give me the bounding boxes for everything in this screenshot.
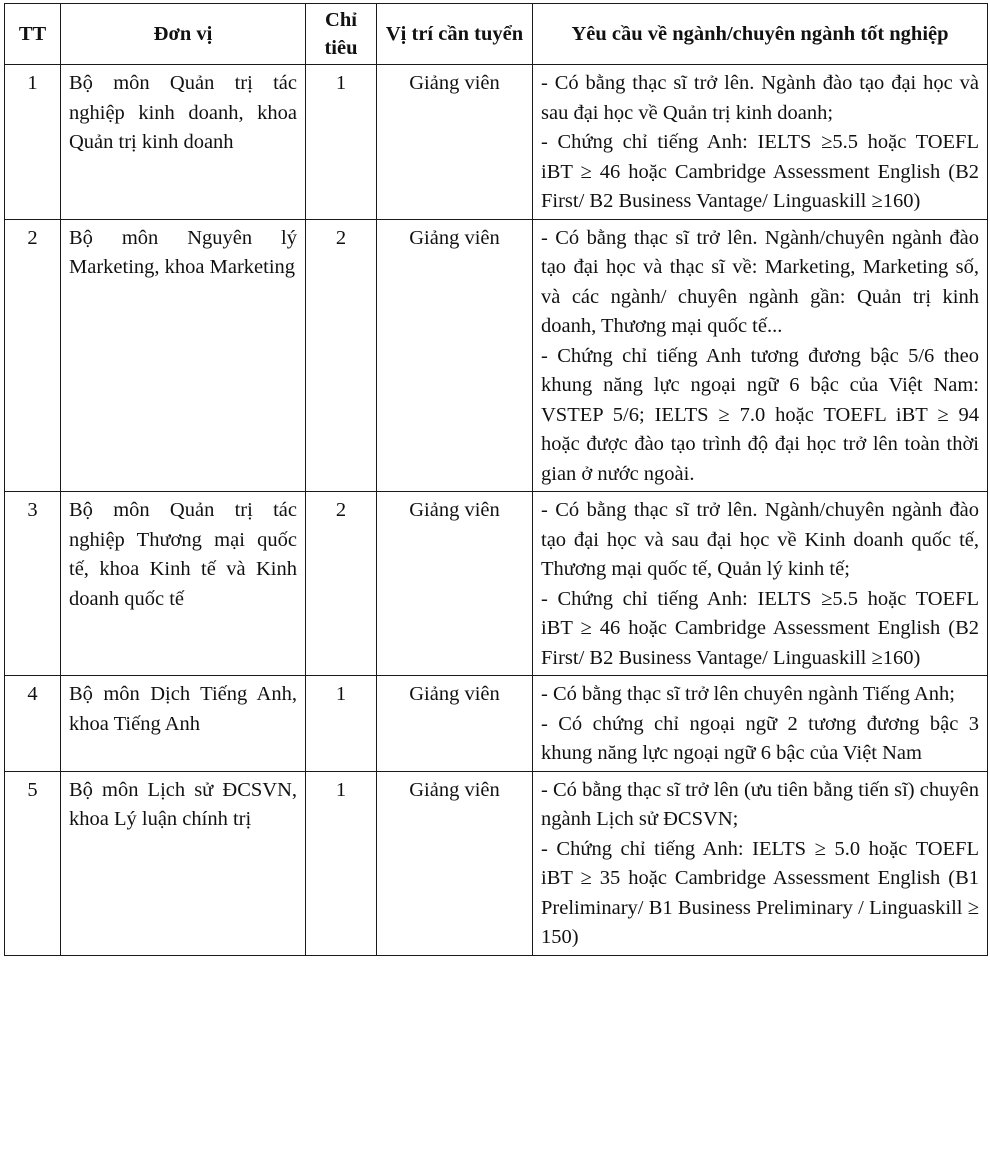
row-position: Giảng viên [377,771,533,955]
recruitment-table [4,3,988,956]
row-requirements [533,676,988,772]
row-requirements [533,219,988,492]
row-tt: 2 [5,219,61,492]
row-unit: Bộ môn Dịch Tiếng Anh, khoa Tiếng Anh [61,676,306,772]
header-tt: TT [5,4,61,65]
requirement-degree: - Có bằng thạc sĩ trở lên. Ngành đào tạo đại học và sau đại học về Quản trị kinh doanh; [541,72,979,124]
row-quota: 2 [306,492,377,676]
row-quota: 1 [306,771,377,955]
table-row [5,65,988,220]
row-position: Giảng viên [377,65,533,220]
requirement-language: - Chứng chỉ tiếng Anh: IELTS ≥5.5 hoặc TOEFL iBT ≥ 46 hoặc Cambridge Assessment English (B2 First/ B2 Business Vantage/ Linguaskill ≥160) [541,131,979,212]
row-unit: Bộ môn Quản trị tác nghiệp Thương mại quốc tế, khoa Kinh tế và Kinh doanh quốc tế [61,492,306,676]
row-tt: 1 [5,65,61,220]
header-position: Vị trí cần tuyển [377,4,533,65]
table-header-row [5,4,988,65]
row-requirements [533,771,988,955]
requirement-language: - Chứng chỉ tiếng Anh: IELTS ≥ 5.0 hoặc TOEFL iBT ≥ 35 hoặc Cambridge Assessment English (B1 Preliminary/ B1 Business Preliminary / Linguaskill ≥ 150) [541,837,979,948]
row-unit: Bộ môn Quản trị tác nghiệp kinh doanh, khoa Quản trị kinh doanh [61,65,306,220]
requirement-language: - Có chứng chỉ ngoại ngữ 2 tương đương bậc 3 khung năng lực ngoại ngữ 6 bậc của Việt Nam [541,712,979,764]
row-quota: 2 [306,219,377,492]
requirement-language: - Chứng chỉ tiếng Anh tương đương bậc 5/6 theo khung năng lực ngoại ngữ 6 bậc của Việt Nam: VSTEP 5/6; IELTS ≥ 7.0 hoặc TOEFL iBT ≥ 94 hoặc được đào tạo trình độ đại học trở lên toàn thời gian ở nước ngoài. [541,344,979,485]
row-requirements [533,65,988,220]
row-requirements [533,492,988,676]
row-position: Giảng viên [377,676,533,772]
row-tt: 4 [5,676,61,772]
row-quota: 1 [306,676,377,772]
requirement-language: - Chứng chỉ tiếng Anh: IELTS ≥5.5 hoặc TOEFL iBT ≥ 46 hoặc Cambridge Assessment English (B2 First/ B2 Business Vantage/ Linguaskill ≥160) [541,587,979,669]
row-position: Giảng viên [377,219,533,492]
requirement-degree: - Có bằng thạc sĩ trở lên. Ngành/chuyên ngành đào tạo đại học và thạc sĩ về: Marketing, Marketing số, và các ngành/ chuyên ngành gần: Quản trị kinh doanh, Thương mại quốc tế... [541,226,979,337]
table-row [5,771,988,955]
requirement-degree: - Có bằng thạc sĩ trở lên chuyên ngành Tiếng Anh; [541,683,955,705]
requirement-degree: - Có bằng thạc sĩ trở lên. Ngành/chuyên ngành đào tạo đại học và sau đại học về Kinh doanh quốc tế, Thương mại quốc tế, Quản lý kinh tế; [541,499,979,580]
row-position: Giảng viên [377,492,533,676]
row-unit: Bộ môn Nguyên lý Marketing, khoa Marketing [61,219,306,492]
table-row [5,676,988,772]
table-row [5,492,988,676]
header-requirements: Yêu cầu về ngành/chuyên ngành tốt nghiệp [533,4,988,65]
row-tt: 3 [5,492,61,676]
row-unit: Bộ môn Lịch sử ĐCSVN, khoa Lý luận chính trị [61,771,306,955]
header-quota: Chỉ tiêu [306,4,377,65]
row-quota: 1 [306,65,377,220]
row-tt: 5 [5,771,61,955]
header-unit: Đơn vị [61,4,306,65]
requirement-degree: - Có bằng thạc sĩ trở lên (ưu tiên bằng tiến sĩ) chuyên ngành Lịch sử ĐCSVN; [541,778,979,830]
table-row [5,219,988,492]
